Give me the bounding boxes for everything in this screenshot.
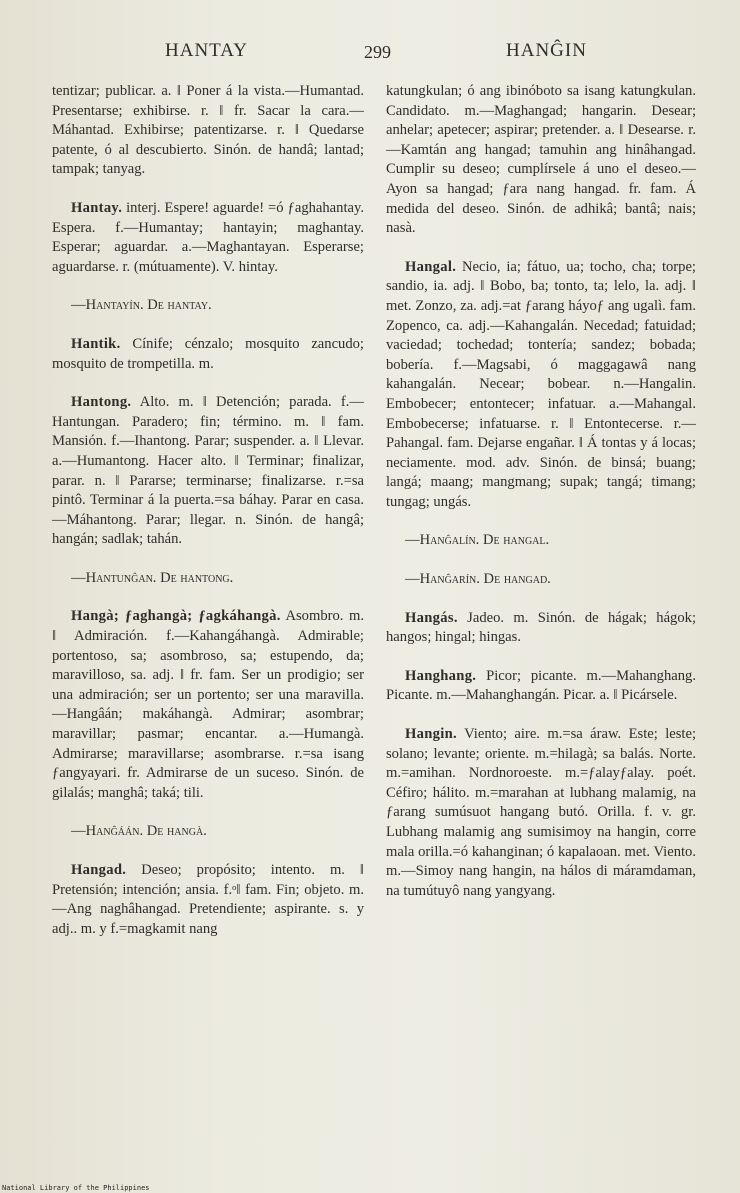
entry-hangal: Hangal. Necio, ia; fátuo, ua; tocho, cha; torpe; sandio, ia. adj. ‖ Bobo, ba; tonto, ta; lelo, la. adj. ‖ met. Zonzo, za. adj.=at ƒarang háyoƒ ang ugalì. fam. Zopenco, ca. adj.—Kahangalán. Necedad; fatuidad; vaciedad; tochedad; tontería; sandez; bobada; bobería. f.—Magsabi, ó maggagawâ nang kahangalán. Necear; bobear. n.—Hangalin. Embobecer; entontecer; infatuar. a.—Mahangal. Embobecerse; infatuarse. r. ‖ Entontecerse. r.—Pahangal. fam. Dejarse engañar. ‖ Á tontas y á locas; neciamente. mod. adv. Sinón. de binsá; buang; langá; maang; mangmang; supak; tangá; timang; tungag; ungás.	[386, 258, 696, 510]
right-guide-word: HANĜIN	[506, 40, 587, 61]
right-column	[386, 82, 696, 920]
library-credit: National Library of the Philippines	[2, 1184, 150, 1192]
cross-reference-hangaan: —Hanĝáán. De hangà.	[71, 823, 207, 840]
entry-hantay: Hantay. interj. Espere! aguarde! =ó ƒaghahantay. Espera. f.—Humantay; hantayin; maghantay. Esperar; aguardar. a.—Maghantayan. Esperarse; aguardarse. r. (mútuamente). V. hintay.	[52, 199, 364, 275]
left-guide-word: HANTAY	[165, 40, 248, 61]
left-column	[52, 82, 364, 958]
cross-reference-hantayin: —Hantayín. De hantay.	[71, 297, 212, 314]
entry-hantong: Hantong. Alto. m. ‖ Detención; parada. f.—Hantungan. Paradero; fin; término. m. ‖ fam. Mansión. f.—Ihantong. Parar; suspender. a. ‖ Llevar. a.—Humantong. Hacer alto. ‖ Terminar; finalizar, parar. n. ‖ Pararse; terminarse; finalizarse. r.=sa pintô. Terminar á la puerta.=sa báhay. Parar en casa.—Máhantong. Parar; llegar. n. Sinón. de hangâ; hangán; sadlak; tahán.	[52, 394, 364, 548]
entry-continuation: katungkulan; ó ang ibinóboto sa isang katungkulan. Candidato. m.—Maghangad; hangarin. Desear; anhelar; apetecer; aspirar; pretender. a. ‖ Desearse. r.—Kamtán ang hangad; tamuhin ang hinâhangad. Cumplir su deseo; cumplírsele á uno el deseo.—Ayon sa hangad; ƒara nang hangad. fr. fam. Á medida del deseo. Sinón. de adhikâ; bantâ; nais; nasà.	[386, 83, 696, 237]
entry-continuation: tentizar; publicar. a. ‖ Poner á la vista.—Humantad. Presentarse; exhibirse. r. ‖ fr. Sacar la cara.—Máhantad. Exhibirse; patentizarse. r. ‖ Quedarse patente, ó al descubierto. Sinón. de handâ; lantad; tampak; tanyag.	[52, 83, 364, 178]
entry-hangin: Hangin. Viento; aire. m.=sa áraw. Este; leste; solano; levante; oriente. m.=hilagà; sa balás. Norte. m.=amihan. Nordnoroeste. m.=ƒalayƒalay. poét. Céfiro; hálito. m.=marahan at lubhang malamig, na ƒarang sumúsuot hangang butó. Orilla. f. v. gr. Lubhang malamig ang sumisimoy na hangin, corre mala orilla.=ó kahanginan; ó kapalaoan. met. Viento. m.—Simoy nang hangin, na hálos di máramdaman, na tumútuyô nang yangyang.	[386, 726, 696, 899]
entry-hanga: Hangà; ƒaghangà; ƒagkáhangà. Asombro. m. ‖ Admiración. f.—Kahangáhangà. Admirable; portentoso, sa; asombroso, sa; estupendo, da; maravilloso, sa. adj. ‖ fr. fam. Ser un prodigio; ser una admiración; ser un portento; ser una maravilla.—Hangâán; makáhangà. Admirar; asombrar; maravillar; pasmar; encantar. a.—Humangà. Admirarse; maravillarse; asombrarse. r.=sa isang ƒangyayari. fr. Admirarse de un suceso. Sinón. de gilalás; manghâ; taká; tili.	[52, 608, 364, 801]
cross-reference-hantungan: —Hantunĝan. De hantong.	[71, 569, 234, 586]
cross-reference-hangarin: —Hanĝarín. De hangad.	[405, 571, 551, 588]
page-number: 299	[364, 42, 391, 62]
entry-hantik: Hantik. Cínife; cénzalo; mosquito zancudo; mosquito de trompetilla. m.	[52, 335, 364, 372]
running-head	[0, 40, 740, 64]
entry-hanghang: Hanghang. Picor; picante. m.—Mahanghang. Picante. m.—Mahanghangán. Picar. a. ‖ Picársele.	[386, 667, 696, 704]
cross-reference-hangalin: —Hanĝalín. De hangal.	[405, 532, 550, 549]
entry-hangad: Hangad. Deseo; propósito; intento. m. ‖ Pretensión; intención; ansia. f.ᵒ‖ fam. Fin; objeto. m.—Ang naghâhangad. Pretendiente; aspirante. s. y adj.. m. y f.=magkamit nang	[52, 862, 364, 937]
entry-hangas: Hangás. Jadeo. m. Sinón. de hágak; hágok; hangos; hingal; hingas.	[386, 609, 696, 646]
